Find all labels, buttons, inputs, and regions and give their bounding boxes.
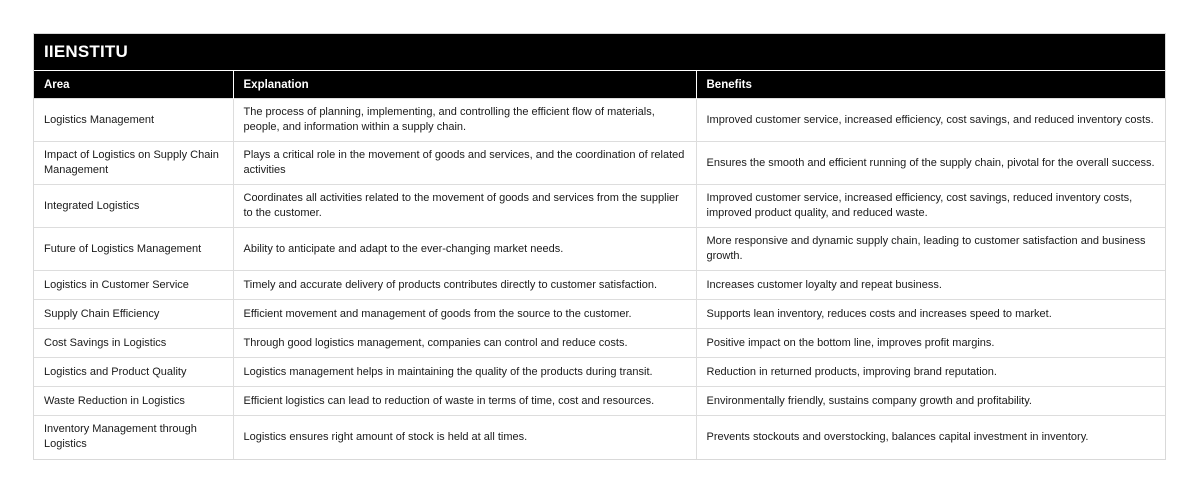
table-row xyxy=(34,387,1165,416)
cell-area: Impact of Logistics on Supply Chain Management xyxy=(34,142,233,185)
cell-area: Logistics in Customer Service xyxy=(34,271,233,300)
cell-explanation: Efficient movement and management of goods from the source to the customer. xyxy=(233,300,696,329)
table-row xyxy=(34,300,1165,329)
cell-benefits: Ensures the smooth and efficient running of the supply chain, pivotal for the overall success. xyxy=(696,142,1165,185)
cell-explanation: Through good logistics management, companies can control and reduce costs. xyxy=(233,329,696,358)
cell-area: Future of Logistics Management xyxy=(34,228,233,271)
cell-benefits: Positive impact on the bottom line, improves profit margins. xyxy=(696,329,1165,358)
table-row xyxy=(34,185,1165,228)
table-row xyxy=(34,271,1165,300)
cell-benefits: Prevents stockouts and overstocking, balances capital investment in inventory. xyxy=(696,416,1165,459)
cell-explanation: The process of planning, implementing, and controlling the efficient flow of materials, people, and information within a supply chain. xyxy=(233,99,696,142)
table-row xyxy=(34,142,1165,185)
content-table-frame xyxy=(33,33,1166,460)
cell-explanation: Plays a critical role in the movement of goods and services, and the coordination of related activities xyxy=(233,142,696,185)
table-row xyxy=(34,358,1165,387)
cell-benefits: Increases customer loyalty and repeat business. xyxy=(696,271,1165,300)
cell-benefits: Improved customer service, increased efficiency, cost savings, and reduced inventory costs. xyxy=(696,99,1165,142)
table-row xyxy=(34,416,1165,459)
table-header-row xyxy=(34,71,1165,99)
cell-explanation: Logistics management helps in maintaining the quality of the products during transit. xyxy=(233,358,696,387)
brand-name: IIENSTITU xyxy=(44,42,128,61)
logistics-table xyxy=(34,70,1165,459)
cell-area: Integrated Logistics xyxy=(34,185,233,228)
cell-area: Waste Reduction in Logistics xyxy=(34,387,233,416)
cell-benefits: More responsive and dynamic supply chain, leading to customer satisfaction and business growth. xyxy=(696,228,1165,271)
cell-explanation: Efficient logistics can lead to reduction of waste in terms of time, cost and resources. xyxy=(233,387,696,416)
cell-area: Logistics Management xyxy=(34,99,233,142)
cell-benefits: Supports lean inventory, reduces costs and increases speed to market. xyxy=(696,300,1165,329)
cell-benefits: Improved customer service, increased efficiency, cost savings, reduced inventory costs, improved product quality, and reduced waste. xyxy=(696,185,1165,228)
brand-header xyxy=(34,34,1165,70)
table-row xyxy=(34,99,1165,142)
cell-benefits: Reduction in returned products, improving brand reputation. xyxy=(696,358,1165,387)
cell-explanation: Ability to anticipate and adapt to the ever-changing market needs. xyxy=(233,228,696,271)
cell-area: Cost Savings in Logistics xyxy=(34,329,233,358)
table-row xyxy=(34,329,1165,358)
column-header-explanation: Explanation xyxy=(233,71,696,99)
column-header-benefits: Benefits xyxy=(696,71,1165,99)
cell-area: Inventory Management through Logistics xyxy=(34,416,233,459)
table-row xyxy=(34,228,1165,271)
cell-benefits: Environmentally friendly, sustains company growth and profitability. xyxy=(696,387,1165,416)
cell-area: Supply Chain Efficiency xyxy=(34,300,233,329)
cell-area: Logistics and Product Quality xyxy=(34,358,233,387)
cell-explanation: Coordinates all activities related to the movement of goods and services from the supplier to the customer. xyxy=(233,185,696,228)
column-header-area: Area xyxy=(34,71,233,99)
cell-explanation: Logistics ensures right amount of stock is held at all times. xyxy=(233,416,696,459)
cell-explanation: Timely and accurate delivery of products contributes directly to customer satisfaction. xyxy=(233,271,696,300)
